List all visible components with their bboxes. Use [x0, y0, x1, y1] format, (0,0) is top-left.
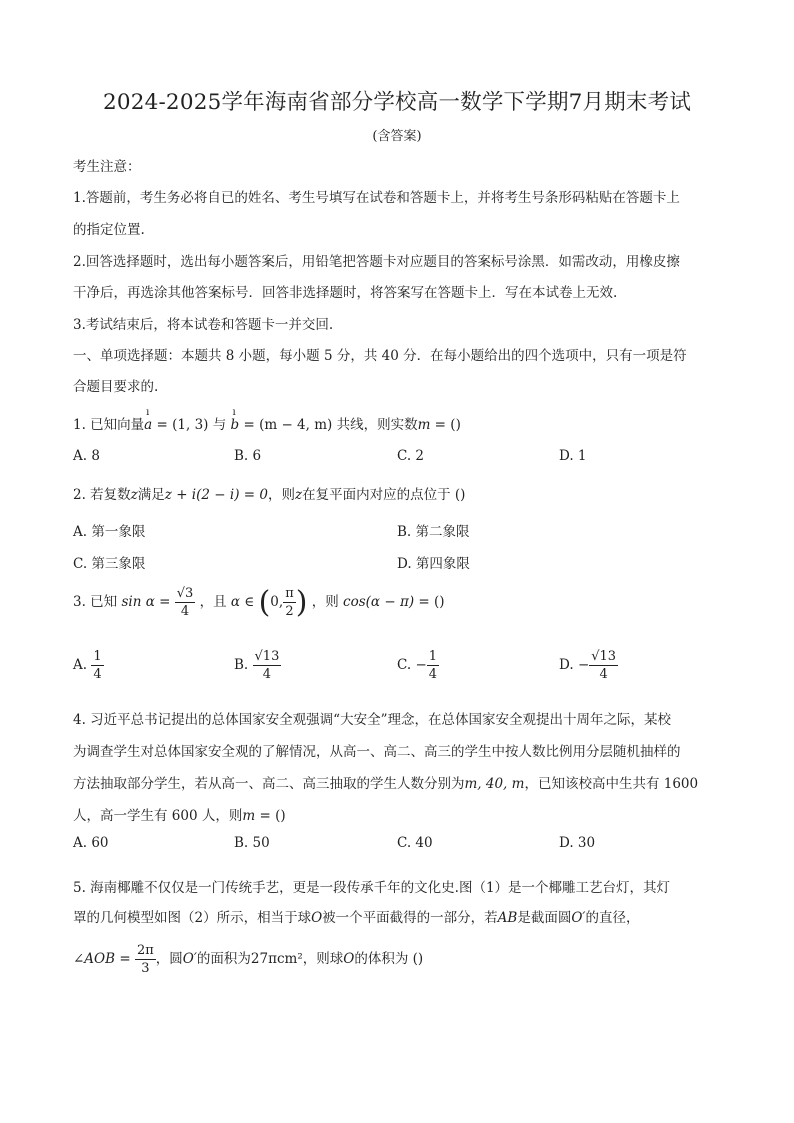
q3-cos: cos(α − π) = [343, 594, 430, 610]
notice-item-1a: 1.答题前，考生务必将自已的姓名、考生号填写在试卷和答题卡上，并将考生号条形码粘贴在答题卡上 [73, 190, 680, 206]
q3-in: α ∈ [230, 594, 255, 610]
q5-line-b [73, 906, 639, 926]
q1-mid: 与 [212, 417, 227, 433]
q4-blank: () [275, 808, 286, 824]
q1-b-value: = (m − 4, m) [239, 417, 333, 433]
q4-option-c: C. 40 [397, 835, 433, 851]
q5-line-c-mid: ，圆 [155, 951, 183, 967]
q3-option-d-fraction [589, 650, 618, 681]
q5-blank: () [412, 951, 424, 967]
q3-option-d [559, 650, 618, 681]
notice-heading: 考生注意： [73, 159, 141, 175]
q4-line-c [73, 772, 698, 792]
q5-line-c-post: 的体积为 [354, 951, 409, 967]
q3-mid2: ，则 [311, 594, 339, 610]
page-title: 2024-2025学年海南省部分学校高一数学下学期7月期末考试 [102, 90, 692, 115]
q4-m-eq: m = [242, 808, 276, 824]
q5-angle-fraction [135, 944, 156, 975]
q3-sin: sin α = [121, 594, 171, 610]
q3-option-b-den: 4 [262, 667, 272, 682]
q5-line-c [73, 944, 423, 975]
q3-option-a-num: 1 [93, 649, 102, 664]
vector-a: ı a [144, 417, 152, 433]
q1-prefix: 1. 已知向量 [73, 417, 145, 433]
q3-option-c-fraction [427, 650, 439, 681]
q5-angle-num: 2π [136, 943, 154, 958]
q2-option-b: B. 第二象限 [397, 524, 470, 540]
q1-blank: () [450, 417, 461, 433]
notice-item-2a: 2.回答选择题时，选出每小题答案后，用铅笔把答题卡对应题目的答案标号涂黑．如需改动，用橡皮擦 [73, 254, 680, 270]
q4-line-d [73, 804, 286, 824]
q3-option-a [73, 650, 104, 681]
q5-line-c-mid2: 的面积为 [196, 951, 251, 967]
question-1 [73, 413, 461, 433]
q3-int-num: π [285, 586, 294, 601]
q5-circle-op-2: O′ [182, 951, 197, 967]
notice-item-3: 3.考试结束后，将本试卷和答题卡一并交回. [73, 317, 334, 333]
q3-mid: ，且 [199, 594, 227, 610]
notice-item-1b: 的指定位置. [73, 222, 145, 238]
q3-option-a-den: 4 [93, 667, 102, 682]
q3-option-b-num: √13 [254, 649, 280, 664]
q5-sphere-o-2: O [343, 951, 355, 967]
q2-z: z [130, 487, 138, 503]
q3-option-b-label: B. [234, 657, 249, 673]
q5-circle-op: O′ [571, 910, 586, 926]
q5-line-a: 5. 海南椰雕不仅仅是一门传统手艺，更是一段传承千年的文化史.图（1）是一个椰雕工艺台灯，其灯 [73, 880, 671, 896]
q1-a-value: = (1, 3) [152, 417, 209, 433]
q2-option-c: C. 第三象限 [73, 556, 146, 572]
q4-values: m, 40, m [464, 776, 525, 792]
q3-sin-num: √3 [176, 586, 194, 601]
q3-option-d-den: 4 [599, 667, 608, 682]
q5-ab: AB [497, 910, 518, 926]
q5-line-b-post: 的直径， [585, 910, 640, 926]
q3-option-c-num: 1 [428, 649, 438, 664]
q3-option-d-num: √13 [591, 649, 617, 664]
vector-b: ı b [231, 417, 240, 433]
q3-option-d-label: D. [559, 657, 574, 673]
q3-option-c-den: 4 [428, 667, 438, 682]
q3-option-b-fraction [253, 650, 282, 681]
q1-option-c: C. 2 [397, 448, 425, 464]
q3-option-d-sign: − [577, 657, 590, 673]
q4-option-b: B. 50 [234, 835, 270, 851]
q4-line-c-pre: 方法抽取部分学生，若从高一、高二、高三抽取的学生人数分别为 [73, 776, 465, 792]
question-2 [73, 483, 465, 503]
q3-prefix: 3. 已知 [73, 594, 118, 610]
q4-line-b: 为调查学生对总体国家安全观的了解情况，从高一、高二、高三的学生中按人数比例用分层随机抽样的 [73, 744, 681, 760]
q2-mid2: ，则 [267, 487, 295, 503]
q3-int-den: 2 [285, 604, 294, 619]
q3-option-c-sign: − [415, 657, 427, 673]
q2-option-d: D. 第四象限 [397, 556, 470, 572]
section1-line-a: 一、单项选择题：本题共 8 小题，每小题 5 分，共 40 分．在每小题给出的四个选项中，只有一项是符 [73, 348, 687, 364]
q5-area: 27πcm² [250, 951, 303, 967]
q4-line-d-pre: 人，高一学生有 600 人，则 [73, 808, 243, 824]
section1-line-b: 合题目要求的. [73, 379, 159, 395]
notice-item-2b: 干净后，再选涂其他答案标号．回答非选择题时，将答案写在答题卡上．写在本试卷上无效. [73, 285, 618, 301]
q2-z2: z [294, 487, 303, 503]
q3-option-a-label: A. [73, 657, 88, 673]
q1-suffix: 共线，则实数 [336, 417, 418, 433]
q1-m-eq: m = [417, 417, 451, 433]
page-subtitle: (含答案) [372, 129, 422, 144]
q3-sin-den: 4 [180, 604, 190, 619]
q1-option-a: A. 8 [73, 448, 100, 464]
q3-interval-left: 0, [270, 594, 284, 610]
q5-line-b-mid2: 是截面圆 [517, 910, 572, 926]
q3-sin-fraction [175, 587, 196, 618]
q1-option-b: B. 6 [234, 448, 262, 464]
q3-option-b [234, 650, 281, 681]
q2-blank: () [454, 487, 466, 503]
q4-line-a: 4. 习近平总书记提出的总体国家安全观强调“大安全”理念，在总体国家安全观提出十周年之际，某校 [73, 712, 671, 728]
q5-line-c-mid3: ，则球 [302, 951, 344, 967]
q2-suffix: 在复平面内对应的点位于 [302, 487, 451, 503]
q2-prefix: 2. 若复数 [73, 487, 131, 503]
q3-blank: () [433, 594, 445, 610]
q5-line-b-pre: 罩的几何模型如图（2）所示，相当于球 [73, 910, 312, 926]
q4-line-c-post: ，已知该校高中生共有 1600 [524, 776, 699, 792]
q5-angle-den: 3 [141, 961, 150, 976]
q2-option-a: A. 第一象限 [73, 524, 146, 540]
q5-sphere-o: O [311, 910, 323, 926]
q3-option-c [397, 650, 439, 681]
q5-angle: ∠AOB = [73, 951, 131, 967]
q3-interval-fraction [283, 587, 296, 618]
q3-option-c-label: C. [397, 657, 412, 673]
q4-option-a: A. 60 [73, 835, 109, 851]
q2-equation: z + i(2 − i) = 0 [164, 487, 268, 503]
question-3: 3. 已知 sin α = $\frac{√3}{4}$ ，且 α ∈ (0, $\frac{\pi}{2}$ ) ，则 cos(α − π) = () [73, 585, 445, 620]
q4-option-d: D. 30 [559, 835, 596, 851]
q1-option-d: D. 1 [559, 448, 587, 464]
q3-option-a-fraction [91, 650, 103, 681]
q5-line-b-mid: 被一个平面截得的一部分，若 [322, 910, 498, 926]
q2-mid: 满足 [137, 487, 165, 503]
